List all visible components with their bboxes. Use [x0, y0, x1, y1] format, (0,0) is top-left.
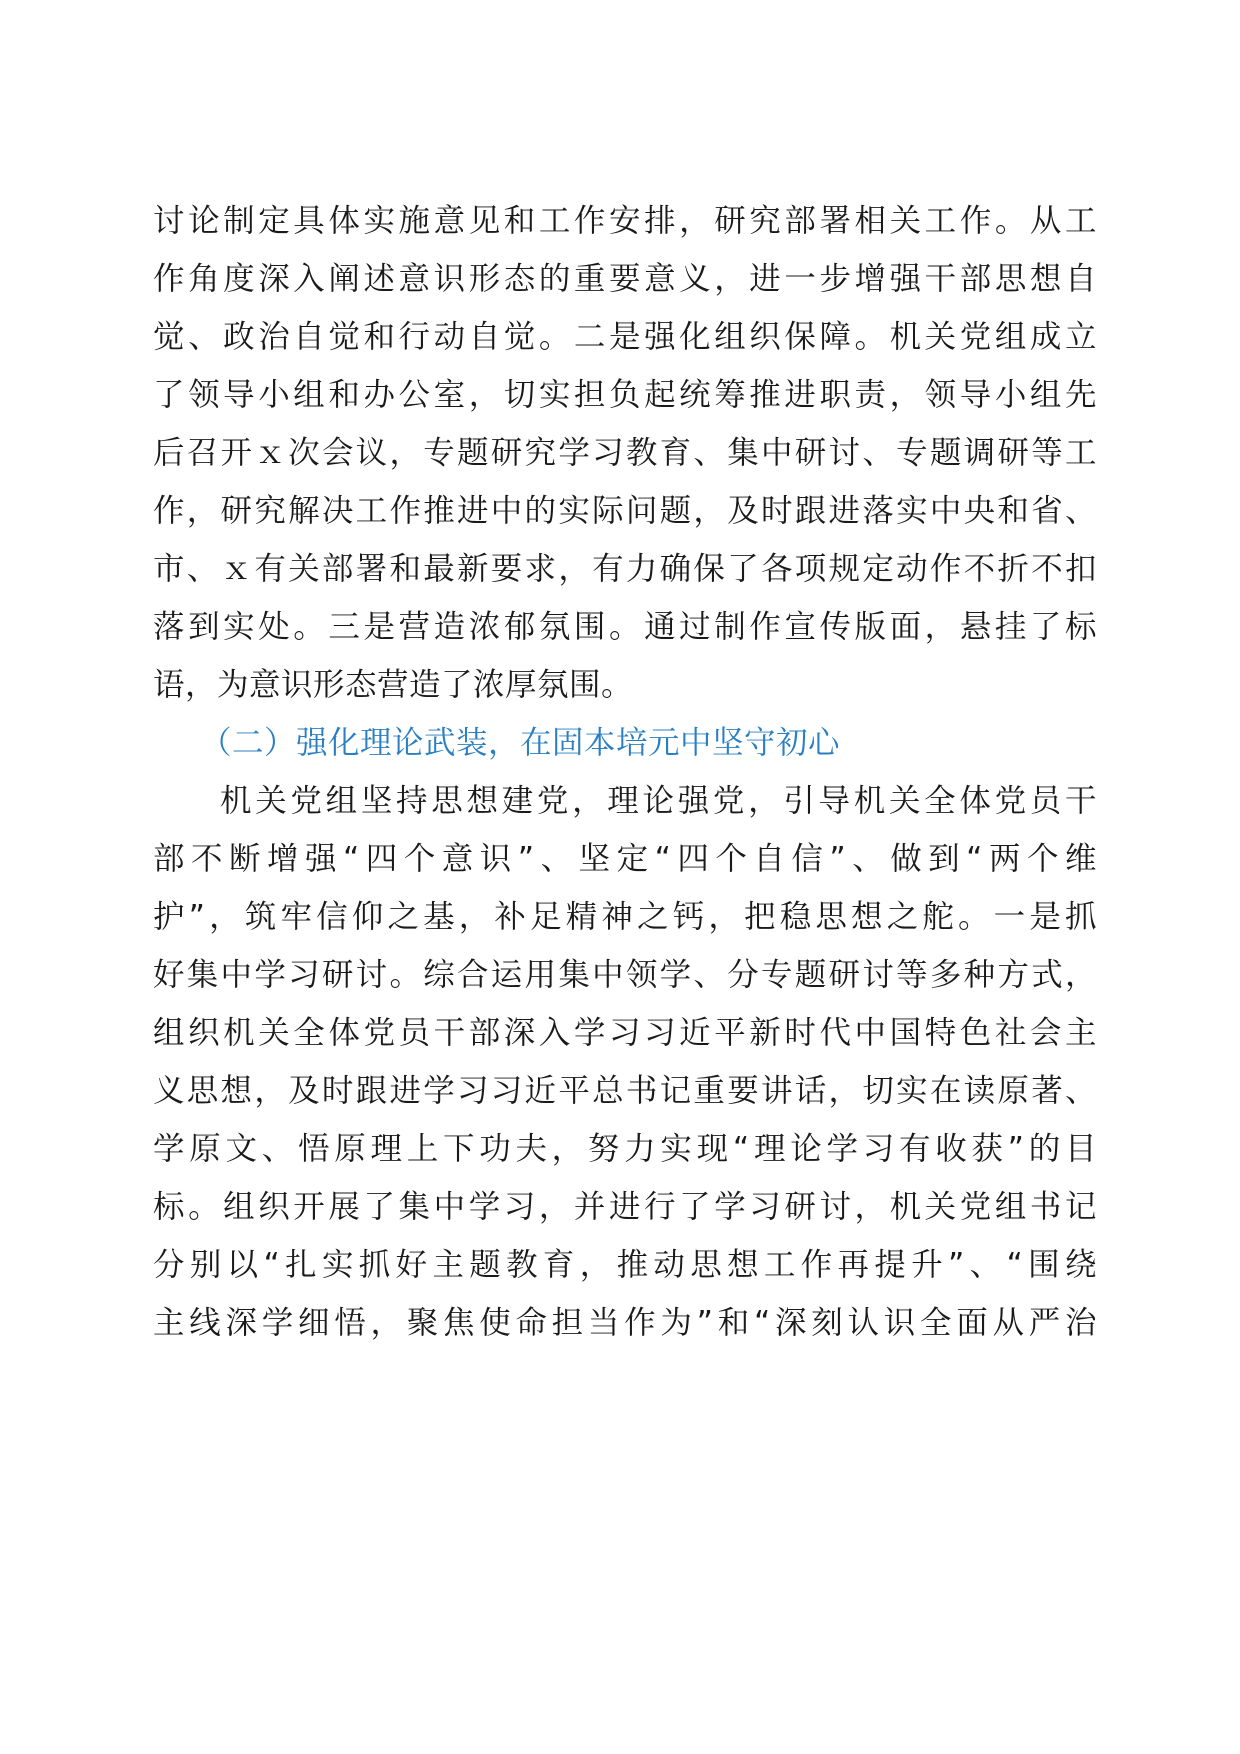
paragraph-line: 护”，筑牢信仰之基，补足精神之钙，把稳思想之舵。一是抓	[153, 899, 1097, 935]
paragraph-line: 标。组织开展了集中学习，并进行了学习研讨，机关党组书记	[153, 1189, 1097, 1225]
paragraph-line: 组织机关全体党员干部深入学习习近平新时代中国特色社会主	[153, 1015, 1097, 1051]
paragraph-line: 机关党组坚持思想建党，理论强党，引导机关全体党员干	[220, 783, 1097, 819]
paragraph-line: 学原文、悟原理上下功夫，努力实现“理论学习有收获”的目	[153, 1131, 1097, 1167]
paragraph-line: 作，研究解决工作推进中的实际问题，及时跟进落实中央和省、	[153, 493, 1097, 529]
paragraph-line: 了领导小组和办公室，切实担负起统筹推进职责，领导小组先	[153, 377, 1097, 413]
section-heading: （二）强化理论武装，在固本培元中坚守初心	[200, 725, 841, 761]
paragraph-line: 觉、政治自觉和行动自觉。二是强化组织保障。机关党组成立	[153, 319, 1097, 355]
paragraph-line: 市、ｘ有关部署和最新要求，有力确保了各项规定动作不折不扣	[153, 551, 1097, 587]
paragraph-line: 好集中学习研讨。综合运用集中领学、分专题研讨等多种方式，	[153, 957, 1097, 993]
paragraph-line: 义思想，及时跟进学习习近平总书记重要讲话，切实在读原著、	[153, 1073, 1097, 1109]
paragraph-line: 语，为意识形态营造了浓厚氛围。	[153, 667, 634, 703]
paragraph-line: 讨论制定具体实施意见和工作安排，研究部署相关工作。从工	[153, 203, 1097, 239]
paragraph-line: 落到实处。三是营造浓郁氛围。通过制作宣传版面，悬挂了标	[153, 609, 1097, 645]
paragraph-line: 后召开ｘ次会议，专题研究学习教育、集中研讨、专题调研等工	[153, 435, 1097, 471]
paragraph-line: 作角度深入阐述意识形态的重要意义，进一步增强干部思想自	[153, 261, 1097, 297]
paragraph-line: 部不断增强“四个意识”、坚定“四个自信”、做到“两个维	[153, 841, 1097, 877]
paragraph-line: 主线深学细悟，聚焦使命担当作为”和“深刻认识全面从严治	[153, 1305, 1097, 1341]
paragraph-line: 分别以“扎实抓好主题教育，推动思想工作再提升”、“围绕	[153, 1247, 1097, 1283]
